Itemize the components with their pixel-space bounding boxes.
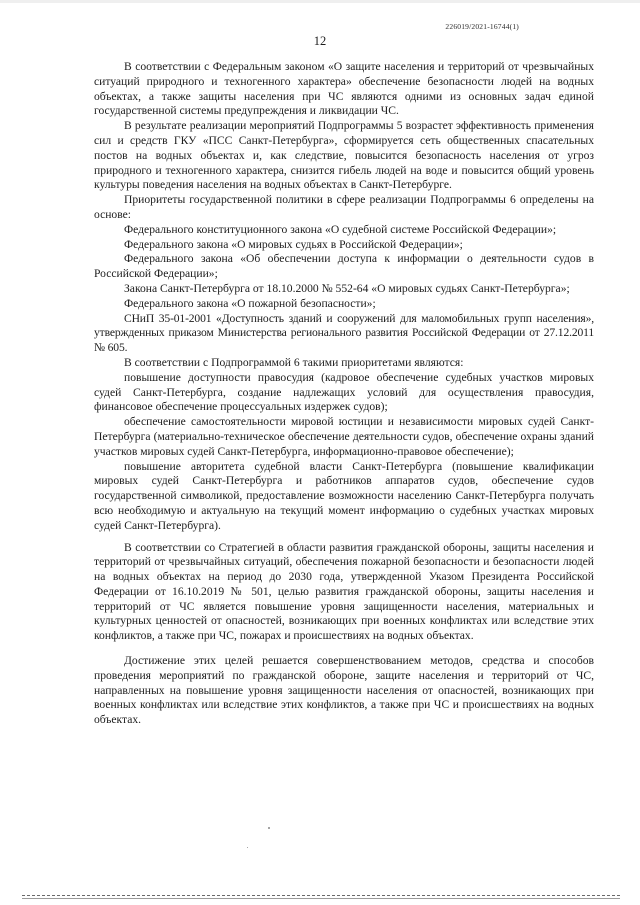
paragraph-judicial-authority: повышение авторитета судебной власти Санкт-Петербурга (повышение квалификации мировых судей Санкт-Петербурга и работников аппаратов судов, обеспечение судов государственной символикой, предоставление возможности населению Санкт-Петербурга получать всю необходимую и актуальную на текущий момент информацию о судебных участках мировых судей Санкт-Петербурга).: [94, 459, 594, 532]
scan-speck: [268, 827, 270, 829]
paragraph-subprogram-5-results: В результате реализации мероприятий Подпрограммы 5 возрастет эффективность применения сил и средств ГКУ «ПСС Санкт-Петербурга», сформируется сеть общественных спасательных постов на водных объектах и, как следствие, повысится безопасность населения от угроз природного и техногенного характера, снизится гибель людей на воде и повысится общий уровень культуры поведения населения на водных объектах в Санкт-Петербурге.: [94, 119, 594, 192]
scan-bottom-edge: [22, 895, 620, 896]
paragraph-judicial-independence: обеспечение самостоятельности мировой юстиции и независимости мировых судей Санкт-Петербурга (материально-техническое обеспечение деятельности судов, обеспечение охраны зданий участков мировых судей Санкт-Петербурга, информационно-правовое обеспечение);: [94, 415, 594, 458]
paragraph-constitutional-law: Федерального конституционного закона «О судебной системе Российской Федерации»;: [124, 222, 557, 236]
page-number: 12: [313, 34, 327, 48]
paragraph-priorities-intro: В соответствии с Подпрограммой 6 такими приоритетами являются:: [124, 355, 464, 369]
paragraph-info-access-law: Федерального закона «Об обеспечении доступа к информации о деятельности судов в Российской Федерации»;: [94, 252, 594, 281]
paragraph-goal-achievement: Достижение этих целей решается совершенствованием методов, средства и способов проведения мероприятий по гражданской обороне, защите населения и территорий от ЧС, направленных на повышение уровня защищенности населения от опасностей, возникающих при военных конфликтах или вследствие этих конфликтов, а также при ЧС и происшествиях на водных объектах.: [94, 654, 594, 727]
paragraph-fire-safety-law: Федерального закона «О пожарной безопасности»;: [124, 296, 376, 310]
document-body: [94, 60, 594, 728]
paragraph-subprogram-6-priorities-basis: Приоритеты государственной политики в сфере реализации Подпрограммы 6 определены на основе:: [94, 193, 594, 221]
paragraph-justice-accessibility: повышение доступности правосудия (кадровое обеспечение судебных участков мировых судей Санкт-Петербурга, создание надлежащих условий для осуществления правосудия, финансовое обеспечение процессуальных издержек судов);: [94, 370, 594, 414]
paragraph-civil-defense-strategy: В соответствии со Стратегией в области развития гражданской обороны, защиты населения и территорий от чрезвычайных ситуаций, обеспечения пожарной безопасности и безопасности людей на водных объектах на период до 2030 года, утвержденной Указом Президента Российской Федерации от 16.10.2019 № 501, целью развития гражданской обороны, защиты населения и территорий от ЧС является повышение уровня защищенности населения, материальных и культурных ценностей от опасностей, возникающих при военных конфликтах или вследствие этих конфликтов, а также при ЧС, пожарах и происшествиях на водных объектах.: [94, 540, 594, 643]
document-registration-number: 226019/2021-16744(1): [445, 22, 519, 31]
paragraph-civil-protection-law: В соответствии с Федеральным законом «О защите населения и территорий от чрезвычайных ситуаций природного и техногенного характера» обеспечение безопасности людей на водных объектах, а также защиты населения при ЧС являются одними из основных задач единой государственной системы предупреждения и ликвидации ЧС.: [94, 60, 594, 118]
scan-bottom-edge-line: [22, 898, 620, 899]
paragraph-spb-law: Закона Санкт-Петербурга от 18.10.2000 № 552-64 «О мировых судьях Санкт-Петербурга»;: [124, 281, 570, 295]
paragraph-magistrates-law: Федерального закона «О мировых судьях в Российской Федерации»;: [124, 237, 463, 251]
scan-edge: [0, 0, 640, 3]
scan-speck: [247, 847, 248, 848]
paragraph-snip: СНиП 35-01-2001 «Доступность зданий и сооружений для маломобильных групп населения», утвержденных приказом Министерства регионального развития Российской Федерации от 27.12.2011 № 605.: [94, 311, 594, 355]
